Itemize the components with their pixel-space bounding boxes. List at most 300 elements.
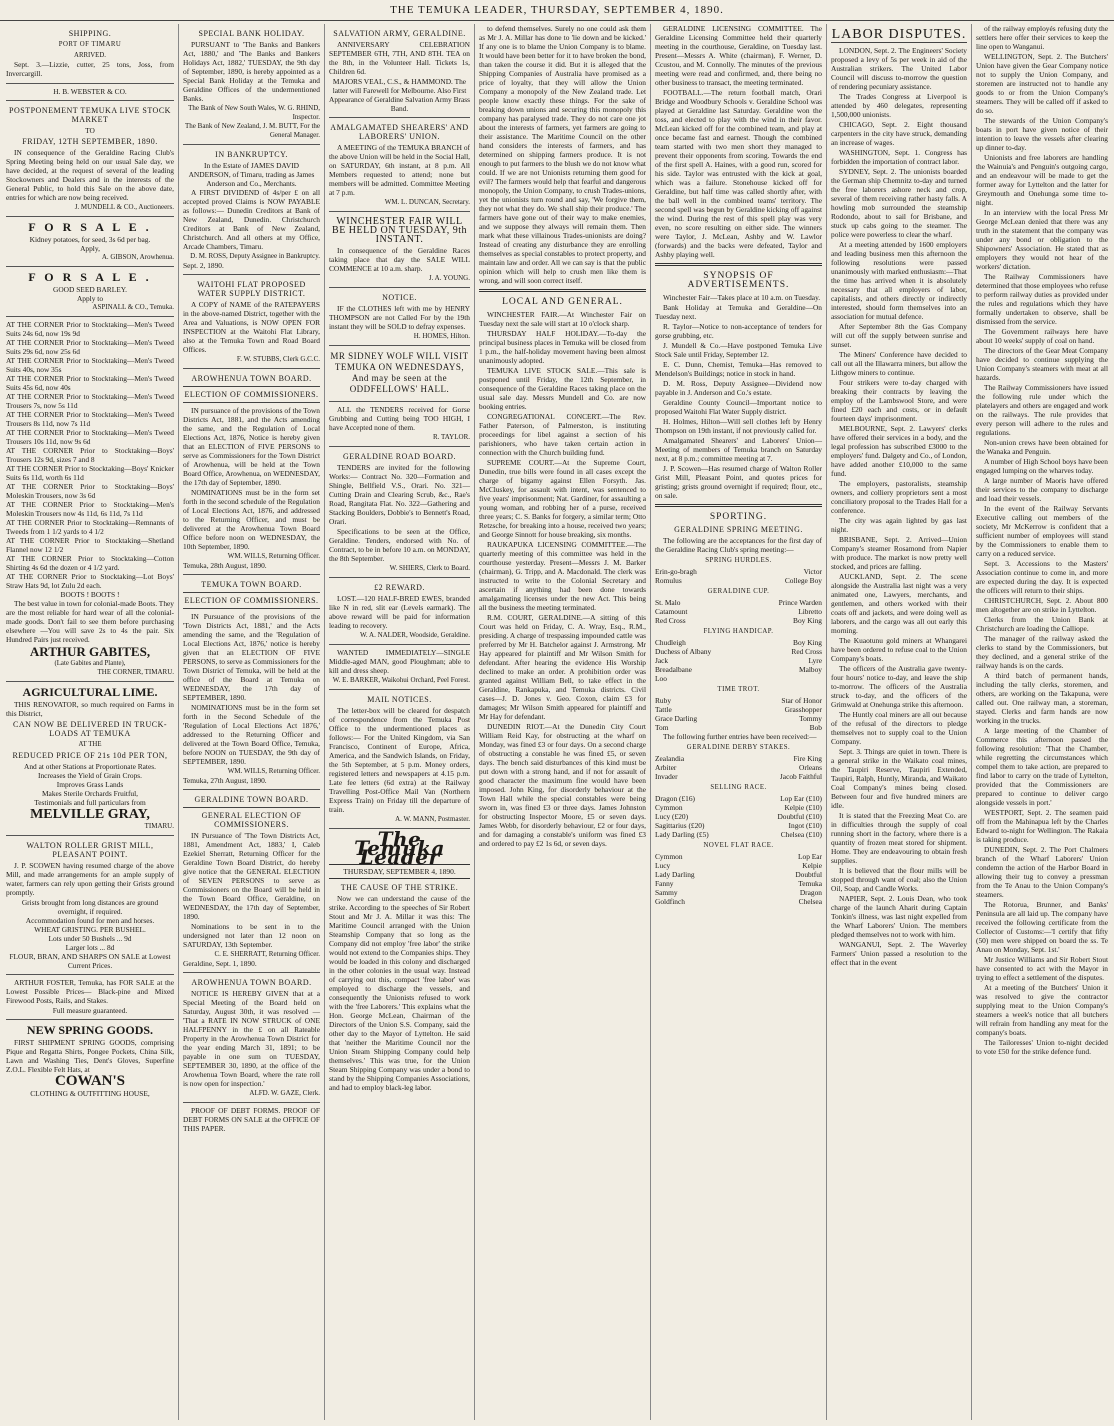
committee-title: GERALDINE LICENSING COMMITTEE. [663, 24, 804, 33]
synopsis-item: H. Holmes, Hilton—Will sell clothes left by Henry Thompson on 19th instant, if not previously called for. [655, 417, 822, 435]
race-entry: Jacob Faithful [779, 772, 822, 781]
webster-ad: H. B. WEBSTER & CO. [6, 84, 174, 101]
labor-item: CHRISTCHURCH, Sept. 2. About 800 men altogether are on strike in Lyttelton. [976, 596, 1108, 614]
labor-item: of the railway employés refusing duty the settlers here offer their services to keep the line open to Wanganui. [976, 24, 1108, 51]
geraldine-rb-title: GERALDINE ROAD BOARD. [343, 452, 456, 461]
race-entry: Tattle [655, 705, 672, 714]
race-title: SPRING HURDLES. [705, 557, 772, 564]
labor-item: A third batch of permanent hands, including the tally clerks, storemen, and others, are working on the Takapuna, were called out. One railway man, a storeman, stayed. Clerks and farm hands are now working in the trucks. [976, 671, 1108, 725]
synopsis-item: Amalgamated Shearers' and Laborers' Union—Meeting of members of Temuka branch on Saturday next, at 8 p.m.; committee meeting at 7. [655, 436, 822, 463]
shipping-port: PORT OF TIMARU [58, 41, 122, 48]
lime-benefit: Makes Sterile Orchards Fruitful, [41, 789, 139, 798]
column-7 [971, 24, 1112, 1420]
geraldine-rb-text: TENDERS are invited for the following Works:— Contract No. 320—Formation and Shingle, Bellfield V.S., Orari. No. 321—Cutting Drain and Clearing Scrub, &c., Rae's Road, Rangitata Flat. No. 322—Gathering and Stacking Boulders, Dobbie's to Bennett's Road, Orari. [329, 463, 470, 526]
winchester-fair-text: In consequence of the Geraldine Races taking place that day the SALE WILL COMMENCE at 10 a.m. sharp. [329, 246, 470, 273]
local-item: THURSDAY HALF HOLIDAY.—To-day the principal business places in Temuka will be closed from 1 p.m., the half-holiday movement having been almost unanimously adopted. [479, 329, 646, 365]
labor-item: In an interview with the local Press Mr George McLean denied that there was any truth in the statement that the company was under any bond or obligation to the Shipowners' Association. He stated that as employers they would not hear of the workers' dictation. [976, 208, 1108, 271]
arowhenua-election-ad [183, 369, 320, 575]
labor-item: Four strikers were to-day charged with breaking their contracts by leaving the employ of the Lambswool Store, and were fined £20 each and costs, or in default fourteen days' imprisonment. [831, 378, 967, 423]
temuka-tb-title: TEMUKA TOWN BOARD. [201, 580, 302, 589]
winchester-fair-sig: J. A. YOUNG. [428, 274, 470, 282]
postponement-text: IN consequence of the Geraldine Racing Club's Spring Meeting being held on our usual Sale day, we have decided, at the request of several of the leading Stockowners and Dealers and in the interests of the General Public, to hold this Sale on the above date, entries for which are now being received. [6, 148, 174, 202]
labor-item: The Miners' Conference have decided to call out all the Illawarra miners, but allow the Lithgow miners to continue. [831, 350, 967, 377]
race-entry: Cymmon [655, 852, 683, 861]
clothes-notice-title: NOTICE. [382, 293, 417, 302]
race-entry: Arbiter [655, 763, 677, 772]
spring-goods-ad [6, 1020, 174, 1102]
column-4 [474, 24, 650, 1420]
masthead: THE TEMUKA LEADER, THURSDAY, SEPTEMBER 4, 1890. [0, 0, 1114, 21]
labor-item: A large meeting of the Chamber of Commerce this afternoon passed the following resolution: 'That the Chamber, while regretting the circumstances which compel them to take action, are prepared to find labor to carry on the trade of Lyttelton, provided that the Commissioners are prepared to continue to deliver cargo alongside vessels in port.' [976, 726, 1108, 807]
race-entry: St. Malo [655, 598, 681, 607]
wolf-text: MR SIDNEY WOLF WILL VISIT TEMUKA ON WEDNESDAYS, And may be seen at the ODDFELLOWS' HALL. [330, 351, 469, 394]
mail-notices-text: The letter-box will be cleared for despatch of correspondence from the Temuka Post Office to the undermentioned places as follows:— For the United Kingdom, via San Francisco, Continent of Europe, Africa, America, and the Sandwich Islands, on Friday, the 5th September, at 5 p.m. Money orders, registered letters and newspapers at 4.15 p.m. Late fee letters (6d extra) at the Railway Travelling Post-Office Mail Van (Northern Express Train) on Friday till the departure of train. [329, 706, 470, 814]
shipping-text: Sept. 3.—Lizzie, cutter, 25 tons, Joss, from Invercargill. [6, 60, 174, 78]
bankruptcy-title: IN BANKRUPTCY. [215, 150, 288, 159]
column-1 [2, 24, 178, 1420]
labor-item: The Kuaotunu gold miners at Whangarei have been ordered to refuse coal to the Union Company's boats. [831, 636, 967, 663]
labor-item: It is believed that the flour mills will be stopped through want of coal; also the Union Oil, Soap, and Candle Works. [831, 866, 967, 893]
shipping-ad [6, 24, 174, 84]
race-entry: Chudleigh [655, 638, 686, 647]
bank-holiday-ad [183, 24, 320, 145]
corner-item: AT THE CORNER Prior to Stocktaking—Men's Tweed Suits 45s 6d, now 40s [6, 374, 174, 392]
labor-item: At a meeting attended by 1600 employers and leading business men this afternoon the following resolutions were passed unanimously with marked enthusiasm:—That the time has arrived when it is absolutely necessary that all employers of labor, capitalists, and others directly or indirectly interested, should form themselves into an association for mutual defence. [831, 240, 967, 321]
amalgamated-sig: WM. L. DUNCAN, Secretary. [384, 198, 470, 206]
forsale-apply: Apply to [76, 294, 104, 303]
labor-item: The manager of the railway asked the clerks to stand by the Commissioners, but they declined, and a general strike of the railway hands is on the cards. [976, 634, 1108, 670]
race-entry: Cymmon [655, 803, 683, 812]
arowhenua-text2: NOMINATIONS must be in the form set forth in the second schedule of the Regulation of Local Elections Act, 1876, and addressed to the Returning Officer, and must be delivered at the Arowhenua Town Board Office before noon on WEDNESDAY, the 10th September, 1890. [183, 488, 320, 551]
corner-item: AT THE CORNER Prior to Stocktaking—Boys' Moleskin Trousers, now 3s 6d [6, 482, 174, 500]
labor-item: The Rotorua, Brunner, and Banks' Peninsula are all laid up. The company have received the following certificate from the Collector of Customs:—'I certify that fifty (50) men were shipped on board the ss. Te Anau on Monday, Sept. 1st.' [976, 900, 1108, 954]
race-entry: Red Cross [655, 616, 686, 625]
race-entry: Kelpie (£10) [784, 803, 822, 812]
race-entry: Fanny [655, 879, 674, 888]
race-entry: Grasshopper [784, 705, 822, 714]
labor-item: Mr Justice Williams and Sir Robert Stout have consented to act with the Mayor in trying to effect a settlement of the disputes. [976, 955, 1108, 982]
corner-item: AT THE CORNER Prior to Stocktaking—Boys' Knicker Suits 6s 11d, worth 6s 11d [6, 464, 174, 482]
temuka-tb-sig: WM. WILLS, Returning Officer. [227, 767, 320, 775]
race-entry: Romulus [655, 576, 682, 585]
gabites-sub: (Late Gabites and Plante), [54, 660, 126, 667]
waitohi-text: A COPY of NAME of the RATEPAYERS in the above-named District, together with the Area and Valuations, is NOW OPEN FOR INSPECTION at the Waitohi Flat Library, also at the Temuka Town and Road Board Offices. [183, 300, 320, 354]
labor-item: WELLINGTON, Sept. 2. The Butchers' Union have given the Gear Company notice not to supply the Union Company, and storemen are instructed not to handle any goods to or from the Union Company's steamers. They will be called off if asked to do so. [976, 52, 1108, 115]
wanted-text: WANTED IMMEDIATELY—SINGLE Middle-aged MAN, good Ploughman; able to kill and dress sheep. [329, 648, 470, 675]
labor-item: NAPIER, Sept. 2. Louis Dean, who took charge of the launch Aharit during Captain Tonkin's illness, was last night expelled from the Wharf Laborers' Union. The members pledged themselves not to work with him. [831, 894, 967, 939]
winchester-fair-title: WINCHESTER FAIR WILL BE HELD ON TUESDAY, 9th INSTANT. [332, 216, 467, 245]
race-entry: Duchess of Albany [655, 647, 712, 656]
bank-holiday-bank: The Bank of New Zealand, J. M. BUTT, For the General Manager. [185, 122, 320, 139]
race-title: GERALDINE DERBY STAKES. [686, 744, 791, 751]
race-entry: Breadalbane [655, 665, 692, 674]
meeting-title: GERALDINE SPRING MEETING. [674, 525, 803, 534]
synopsis-title: SYNOPSIS OF ADVERTISEMENTS. [687, 271, 790, 290]
forsale-title: F O R S A L E . [28, 220, 152, 234]
issue-dateline: THURSDAY, SEPTEMBER 4, 1890. [329, 864, 470, 879]
corner-item: AT THE CORNER Prior to Stocktaking—Remnants of Tweeds from 1 1/2 yards to 4 1/2 [6, 518, 174, 536]
synopsis-item: Geraldine County Council—Important notice to proposed Waitohi Flat Water Supply district. [655, 398, 822, 416]
lime-stations: And at other Stations at Proportionate Rates. [24, 762, 156, 771]
race-title: TIME TROT. [717, 686, 760, 693]
forsale-barley-ad [6, 267, 174, 317]
winchester-fair-ad [329, 212, 470, 288]
wanted-sig: W. E. BARKER, Waikohui Orchard, Peel Forest. [332, 676, 470, 684]
postponement-title: POSTPONEMENT TEMUKA LIVE STOCK MARKET [9, 106, 171, 124]
wanted-ad [329, 645, 470, 690]
temuka-tb-date: Temuka, 27th August, 1890. [183, 776, 267, 785]
walton-price: Larger lots ... 8d [65, 943, 115, 952]
tenders-notice-text: ALL the TENDERS received for Gorse Grubbing and Cutting being TOO HIGH, I have Accepted none of them. [329, 405, 470, 432]
local-item: WINCHESTER FAIR.—At Winchester Fair on Tuesday next the sale will start at 10 o'clock sharp. [479, 310, 646, 328]
labor-item: SYDNEY, Sept. 2. The unionists boarded the German ship Chemnitz to-day and turned the free laborers ashore neck and crop, several of them receiving rather hasty falls. A howling mob surrounded the steamship Rodondo, about to sail for Brisbane, and stuck up cabs going to the steamer. The police were powerless to clear the wharf. [831, 167, 967, 239]
committee-body: The Geraldine Licensing Committee held their quarterly meeting in the courthouse, Geraldine, on Tuesday last. Present—Messrs A. White (chairman), F. Werner, D. Ccustou, and M. Connolly. The minutes of the previous meeting were read and confirmed, and, there being no other business to transact, the meeting terminated. [655, 24, 823, 87]
foster-ad [6, 975, 174, 1020]
synopsis-item: J. Mundell & Co.—Have postponed Temuka Live Stock Sale until Friday, September 12. [655, 341, 822, 359]
race-entry: Boy King [793, 616, 822, 625]
labor-item: Clerks from the Union Bank at Christchurch are loading the Calliope. [976, 615, 1108, 633]
salvation-title: SALVATION ARMY, GERALDINE. [333, 29, 466, 38]
column-2 [178, 24, 324, 1420]
melville-addr: TIMARU. [144, 822, 174, 830]
mail-notices-sig: A. W. MANN, Postmaster. [395, 815, 470, 823]
temuka-tb-sub: ELECTION OF COMMISSIONERS. [184, 596, 319, 605]
leader-title: THE CAUSE OF THE STRIKE. [340, 883, 459, 892]
race-entry: Dragon (£16) [655, 794, 696, 803]
mail-notices-title: MAIL NOTICES. [367, 695, 432, 704]
tenders-notice-sig: R. TAYLOR. [433, 433, 470, 441]
corner-item: AT THE CORNER Prior to Stocktaking—Men's Tweed Suits 40s, now 35s [6, 356, 174, 374]
race-entry: Lyre [808, 656, 822, 665]
football-text: FOOTBALL.—The return football match, Orari Bridge and Woodbury Schools v. Geraldine School was played at Geraldine last Saturday. Geraldine won the toss, and elected to play with the wind in their favor. McLean kicked off for the combined team, and play at once became fast and earnest. Though the combined team started with two men short they managed to prevent their opponents from scoring. Towards the end of the first spell A. Haines, with a good run, scored for his side. Taylor was entrusted with the kick at goal, which was a failure. Stonehouse kicked off for Geraldine, but half time was called shortly after, with the ball well in the combined teams' territory. The second spell was begun by Geraldine kicking off against the wind. During the rest of this spell play was very even, no score resulting on either side. The winners were Taylor, J. McLean, Ashby and W. Lawlor (forwards) and the backs were defeated, Taylor and Ashby playing well. [655, 88, 822, 259]
race-entry: Lucy [655, 861, 671, 870]
column-3 [324, 24, 474, 1420]
race-entry: Bob [809, 723, 822, 732]
salvation-text: ANNIVERSARY CELEBRATION SEPTEMBER 6TH, 7TH, AND 8TH. TEA on the 8th, in the Volunteer Hall. Tickets 1s, Children 6d. [329, 40, 470, 76]
walton-grists: Grists brought from long distances are ground overnight, if required. [21, 898, 159, 916]
race-entry: Catamount [655, 607, 688, 616]
gabites-name: ARTHUR GABITES, [29, 644, 151, 659]
waitohi-ad [183, 275, 320, 369]
race-entry: Lop Ear [797, 852, 822, 861]
geraldine-tb-title: GERALDINE TOWN BOARD. [194, 795, 309, 804]
labor-disputes-title: LABOR DISPUTES. [831, 27, 967, 42]
race-entry: Lady Darling (£5) [655, 830, 709, 839]
race-entry: Loo [655, 674, 667, 683]
geraldine-tb-sig: C. E. SHERRATT, Returning Officer. [214, 950, 320, 958]
postponement-ad [6, 101, 174, 217]
labor-item: In the event of the Railway Servants Executive calling out members of the society, Mr McKerrow is confident that a sufficient number of employees will stand by the Commissioners to enable them to carry on a reduced service. [976, 504, 1108, 558]
waitohi-title: WAITOHI FLAT PROPOSED WATER SUPPLY DISTRICT. [197, 280, 306, 298]
clothes-notice-sig: H. HOMES, Hilton. [413, 332, 470, 340]
reward-sig: W. A. NALDER, Woodside, Geraldine. [359, 631, 470, 639]
labor-item: WESTPORT, Sept. 2. The seamen paid off from the Mahinapua left by the Charles Edward to-night for Wellington. The Rakaia is taking produce. [976, 808, 1108, 844]
race-entry: Kelpie [802, 861, 822, 870]
boots-text: The best value in town for colonial-made Boots. They are the most reliable for hard wear of all the colonial-made goods. Don't fail to see them before purchasing elsewhere —You will save 2s to 4s the pair. Six Hundred Pairs just received. [6, 599, 174, 644]
labor-item: It is stated that the Freezing Meat Co. are in difficulties through the supply of coal running short in the factory, where there is a quantity of frozen meat stored for shipment. Home. They are endeavouring to obtain fresh supplies. [831, 811, 967, 865]
local-item: SUPREME COURT.—At the Supreme Court, Dunedin, true bills were found in all cases except the charge of bigamy against Ellen Forsyth. Jas. McCluskey, for assault with intent, was sentenced to five years' imprisonment; Nat. Gardiner, for assaulting a young woman, and robbing her of a purse, received three years; C. S. Banks for forgery, a similar term; Otto Retzsche, for breaking into a house, received two years; and George Sinnott for house breaking, six months. [479, 458, 646, 539]
mail-notices-ad [329, 690, 470, 829]
labor-item: The Government railways here have about 10 weeks' supply of coal on hand. [976, 327, 1108, 345]
race-entry: Malboy [799, 665, 822, 674]
race-entry: College Boy [784, 576, 822, 585]
race-entry: Star of Honor [781, 696, 822, 705]
race-title: NOVEL FLAT RACE. [703, 842, 774, 849]
temuka-tb-text: IN Pursuance of the provisions of the 'Town Districts Act, 1881,' and the Acts amending the same, and the 'Regulation of Local Elections Act, 1876,' notice is hereby given that an ELECTION OF FIVE PERSONS, to serve as Commissioners for the Town District of Temuka, will be held at the office of the Board at Temuka on WEDNESDAY, the 17th day of SEPTEMBER, 1890. [183, 612, 320, 702]
labor-item: Sept. 3. Accessions to the Masters' Association continue to come in, and more are expected during the day. It is expected the officers will return to their ships. [976, 559, 1108, 595]
race-entry: Sagittarius (£20) [655, 821, 705, 830]
race-entry: Orleans [799, 763, 822, 772]
corner-item: AT THE CORNER Prior to Stocktaking—Men's Tweed Suits 29s 6d, now 25s 6d [6, 338, 174, 356]
synopsis-item: R. Taylor—Notice to non-acceptance of tenders for gorse grubbing, etc. [655, 322, 822, 340]
cowans-sub: CLOTHING & OUTFITTING HOUSE, [30, 1089, 150, 1098]
foster-text: ARTHUR FOSTER, Temuka, has FOR SALE at the Lowest Possible Prices— Black-pine and Mixed Firewood Posts, Rails, and Stakes. [6, 978, 174, 1005]
synopsis-item: D. M. Ross, Deputy Assignee—Dividend now payable in J. Anderson and Co.'s estate. [655, 379, 822, 397]
labor-item: The directors of the Gear Meat Company have decided to continue supplying the Union Company's steamers with meat at all hazards. [976, 346, 1108, 382]
bank-holiday-text: PURSUANT to 'The Banks and Bankers Act, 1880,' and 'The Banks and Bankers Holidays Act, 1882,' TUESDAY, the 9th day of September, 1890, is hereby appointed as a Special Bank Holiday at the Temuka and Geraldine Offices of the undermentioned Banks. [183, 40, 320, 103]
bankruptcy-text: A FIRST DIVIDEND of 4s/per £ on all accepted proved Claims is NOW PAYABLE as follows:— Dunedin Creditors at Bank of New Zealand, Dunedin. Christchurch Creditors at Bank of New Zealand, Christchurch. And all others at my Office, Arcade Chambers, Timaru. [183, 188, 320, 251]
forsale-potatoes-ad [6, 217, 174, 267]
labor-item: AUCKLAND, Sept. 2. The scene alongside the Australia last night was a very animated one, Lawyers, merchants, and gentlemen, and others worked with their coats off and jackets, and were doing well as laborers, and the cargo was all out early this morning. [831, 572, 967, 635]
labor-item: WASHINGTON, Sept. 1. Congress has forbidden the importation of contract labor. [831, 148, 967, 166]
arowhenua-date: Temuka, 28th August, 1890. [183, 561, 267, 570]
race-entry: Goldfinch [655, 897, 685, 906]
geraldine-tb-sub: GENERAL ELECTION OF COMMISSIONERS. [201, 811, 302, 829]
corner-item: AT THE CORNER Prior to Stocktaking—Cotton Shirting 4s 6d the dozen or 4 1/2 yard. [6, 554, 174, 572]
corner-item: AT THE CORNER Prior to Stocktaking—Men's Tweed Suits 24s 6d, now 19s 9d [6, 320, 174, 338]
arowhenua-sig: WM. WILLS, Returning Officer. [227, 552, 320, 560]
labor-item: MELBOURNE, Sept. 2. Lawyers' clerks have offered their services in a body, and the legal profession has subscribed £3000 to the employers' fund. Dalgety and Co., of London, have added another £10,000 to the same fund. [831, 424, 967, 478]
walton-accom: Accommodation found for men and horses. [25, 916, 155, 925]
race-entry: Ruby [655, 696, 672, 705]
sporting-title: SPORTING. [709, 512, 768, 522]
race-entry: Zealandia [655, 754, 685, 763]
wolf-ad [329, 346, 470, 402]
labor-item: The stewards of the Union Company's boats in port have given notice of their intention to leave the vessels after clearing up dinner to-day. [976, 116, 1108, 152]
race-entry: Doubtful [795, 870, 822, 879]
race-entry: Chelsea (£10) [780, 830, 822, 839]
lime-benefit: Improves Grass Lands [56, 780, 124, 789]
bankruptcy-sig: D. M. ROSS, Deputy Assignee in Bankruptcy. [190, 252, 320, 260]
lime-price: REDUCED PRICE OF 21s 10d PER TON, [12, 751, 168, 760]
walton-prices-head: WHEAT GRISTING. PER BUSHEL. [34, 925, 146, 934]
forsale-sig: A. GIBSON, Arowhenua. [101, 253, 174, 261]
forsale-text: Kidney potatoes, for seed, 3s 6d per bag. [29, 235, 151, 244]
arowhenua-rate-sig: ALFD. W. GAZE, Clerk. [249, 1089, 320, 1097]
forsale-sig: ASPINALL & CO., Temuka. [92, 303, 174, 311]
race-title: FLYING HANDICAP. [703, 628, 774, 635]
walton-flour: FLOUR, BRAN, AND SHARPS ON SALE at Lowest Current Prices. [9, 952, 171, 970]
labor-item: The employers, pastoralists, steamship owners, and colliery proprietors sent a most conciliatory proposal to the Trades Hall for a conference. [831, 479, 967, 515]
bank-holiday-bank: The Bank of New South Wales, W. G. RHIND, Inspector. [188, 104, 320, 121]
boots-heading: BOOTS ! BOOTS ! [60, 590, 120, 599]
lime-testimonials: Testimonials and full particulars from [34, 798, 146, 807]
lime-text: THIS RENOVATOR, so much required on Farms in this District, [6, 700, 174, 718]
walton-text: J. P. SCOWEN having resumed charge of the above Mill, and made arrangements for an ample supply of water, farmers can rely upon getting their Grists ground promptly. [6, 861, 174, 897]
forsale-text: GOOD SEED BARLEY. [53, 285, 127, 294]
bankruptcy-ad [183, 145, 320, 275]
tenders-notice-ad [329, 402, 470, 447]
local-item: R.M. COURT, GERALDINE.—A sitting of this Court was held on Friday, C. A. Wray, Esq., R.M., presiding. A charge of trespassing impounded cattle was preferred by Mr H. Batchelor against J. Armstrong. Mr Hay appeared for plaintiff and Mr Wilson Smith for defendant. After hearing the evidence His Worship declined to make an order. A prohibition order was granted against William Bell, to take effect in the Geraldine, Rankapuka, and Temuka districts. Civil cases—J. D. Jones v. Geo. Coxon, claim £3 for damages; Mr Wilson Smith appeared for plaintiff and Mr Hay for defendant. [479, 613, 646, 721]
race-entry: Sammy [655, 888, 678, 897]
waitohi-sig: F. W. STUBBS, Clerk G.C.C. [236, 355, 320, 363]
labor-item: BRISBANE, Sept. 2. Arrived—Union Company's steamer Rosamond from Napier with produce. The market is now pretty well stocked, and prices are falling. [831, 535, 967, 571]
nominations-text: The following further entries have been received:— [663, 732, 817, 741]
geraldine-tb-ad [183, 790, 320, 973]
clothes-notice-ad [329, 288, 470, 346]
race-entry: Temuka [798, 879, 822, 888]
labor-item: The Trades Congress at Liverpool is attended by 460 delegates, representing 1,500,000 unionists. [831, 92, 967, 119]
local-item: CONGREGATIONAL CONCERT.—The Rev. Father Paterson, of Palmerston, is instituting proceedings for libel against a section of his parishioners, who have taken certain action in connection with the Church building fund. [479, 412, 646, 457]
synopsis-item: E. C. Dunn, Chemist, Temuka—Has removed to Mendelson's Buildings; notice in stock in hand. [655, 360, 822, 378]
labor-item: The officers of the Australia gave twenty-four hours' notice to-day, and leave the ship to-morrow. The officers of the Australia struck to-day, and the officers of the Grimwald at Onehunga strike this afternoon. [831, 664, 967, 709]
committee-text [655, 24, 822, 87]
race-entry: Tom [655, 723, 669, 732]
race-entry: Ingot (£10) [788, 821, 822, 830]
geraldine-tb-text: IN Pursuance of 'The Town Districts Act, 1881, Amendment Act, 1883,' I, Caleb Ezekiel Sherratt, Returning Officer for the Geraldine Town Board District, do hereby give notice that the GENERAL ELECTION of SEVEN PERSONS to serve as Commissioners on the Board will be held in the Town Board Office, Geraldine, on WEDNESDAY, the 17th day of September, 1890. [183, 831, 320, 921]
spring-goods-title: NEW SPRING GOODS. [26, 1023, 154, 1037]
labor-item: At a meeting of the Butchers' Union it was resolved to give the contractor supplying meat to the Union Company's steamers a week's notice that all butchers will refrain from handling any meat for the company's boats. [976, 983, 1108, 1037]
race-entry: Chelsea [798, 897, 822, 906]
geraldine-rb-ad [329, 447, 470, 578]
spring-goods-text: FIRST SHIPMENT SPRING GOODS, comprising Pique and Regatta Shirts, Pongee Pockets, China Silk, Lawn and Washing Ties, Dent's Gloves, Superfine Z.O.L. Flexible Felt Hats, at [6, 1038, 174, 1074]
race-entry: Libretto [798, 607, 822, 616]
race-entry: Grace Darling [655, 714, 698, 723]
arowhenua-rate-title: AROWHENUA TOWN BOARD. [191, 978, 312, 987]
labor-item: Unionists and free laborers are handling the Wainuia's and Penguin's outgoing cargo, and an endeavour will be made to get the former away for Lyttelton and the latter for Greymouth and Onehunga some time to-night. [976, 153, 1108, 207]
lime-at: AT THE [78, 741, 102, 748]
race-entry: Erin-go-bragh [655, 567, 697, 576]
temuka-tb-ad [183, 575, 320, 790]
geraldine-rb-text2: Specifications to be seen at the Office, Geraldine. Tenders, endorsed with No. of Contract, to be in before 10 a.m. on MONDAY, the 8th September. [329, 527, 470, 563]
race-entry: Invader [655, 772, 678, 781]
bankruptcy-date: Sept. 2, 1890. [183, 261, 224, 270]
corner-item: AT THE CORNER Prior to Stocktaking—Shetland Flannel now 12 1/2 [6, 536, 174, 554]
newspaper-logo: The Temuka Leader [354, 827, 445, 869]
shipping-title: SHIPPING. [68, 29, 112, 38]
corner-item: AT THE CORNER Prior to Stocktaking—Lot Boys' Straw Hats 9d, lot Zulu 2d each. [6, 572, 174, 590]
arowhenua-text: IN pursuance of the provisions of the Town Districts Act, 1881, and the Acts amending the same, and the Regulation of Local Elections Act, 1876, Notice is hereby given that an ELECTION of FIVE PERSONS to serve as Commissioners for the Town District of Arowhenua, will be held at the Town Board Office, Arowhenua, on WEDNESDAY, the 17th day of September, 1890. [183, 406, 320, 487]
labor-item: WANGANUI, Sept. 2. The Waverley Farmers' Union passed a resolution to the effect that in the event [831, 940, 967, 967]
postponement-to: TO [85, 126, 95, 135]
labor-item: The Railway Commissioners have issued the following rule under which the platelayers and others are engaged and work on the railways. The rule provides that every person will adhere to the rules and regulations. [976, 383, 1108, 437]
salvation-ad [329, 24, 470, 118]
race-entry: Red Cross [791, 647, 822, 656]
local-general-title: LOCAL AND GENERAL. [502, 297, 623, 307]
labor-item: The Railway Commissioners have determined that those employees who refuse to perform railway duties as provided under the rules and regulations which they have formally undertaken to observe, shall be dismissed from the service. [976, 272, 1108, 326]
temuka-tb-text2: NOMINATIONS must be in the form set forth in the Second Schedule of the 'Regulation of Local Elections Act 1876,' addressed to the Returning Officer and delivered at the Town Board Office, Temuka, before NOON on TUESDAY, the 9th day of SEPTEMBER, 1890. [183, 703, 320, 766]
gabites-addr: THE CORNER, TIMARU. [97, 668, 174, 676]
race-entry: Victor [803, 567, 822, 576]
labor-item: DUNEDIN, Sept. 2. The Port Chalmers branch of the Wharf Laborers' Union condemn the action of the Harbor Board in allowing their tug to convey a pressman from the Te Anau to the Union Company's steamers. [976, 845, 1108, 899]
arowhenua-sub: ELECTION OF COMMISSIONERS. [184, 390, 319, 399]
geraldine-tb-text2: Nominations to be sent in to the undersigned not later than 12 noon on SATURDAY, 13th September. [183, 922, 320, 949]
corner-ad [6, 317, 174, 682]
amalgamated-title: AMALGAMATED SHEARERS' AND LABORERS' UNION. [330, 123, 469, 141]
foster-note: Full measure guaranteed. [52, 1006, 128, 1015]
arowhenua-rate-ad [183, 973, 320, 1103]
local-item: TEMUKA LIVE STOCK SALE.—This sale is postponed until Friday, the 12th September, in consequence of the Geraldine Races taking place on the usual sale day. Messrs Mundell and Co. are now booking entries. [479, 366, 646, 411]
race-entry: Jack [655, 656, 669, 665]
cowans-name: COWAN'S [54, 1073, 125, 1089]
amalgamated-text: A MEETING of the TEMUKA BRANCH of the above Union will be held in the Social Hall, on SATURDAY, 6th instant, at 8 p.m. All Members requested to attend; none but members will be admitted. Committee Meeting at 7 p.m. [329, 143, 470, 197]
column-5 [650, 24, 826, 1420]
race-entry: Lucy (£20) [655, 812, 689, 821]
local-item: DUNEDIN RIOT.—At the Dunedin City Court William Reid Kay, for obstructing at the wharf on Monday, was fined £3 or four days. On a second charge of obstructing a constable he was fined £5, or seven days. The bench said disturbances of this kind must be put down with a strong hand, and if not for assault of good character the maximum fine would have been imposed. John King, for disorderly behaviour at the Town Hall while the special constables were being sworn in, was fined £3 or three days. James Johnston for obstructing Inspector Moore, £5 or seven days. James Webb, for disorderly behaviour, £2 or four days, and for damaging a constable's uniform was fined £3 and ordered to pay £2 1s 6d, or seven days. [479, 722, 646, 848]
proof-forms-ad [183, 1103, 320, 1138]
salvation-sig: MAJORS VEAL, C.S., & HAMMOND. The latter will Farewell for Melbourne. Also First Appearance of Geraldine Salvation Army Brass Band. [329, 77, 470, 113]
corner-item: AT THE CORNER Prior to Stocktaking—Boys' Trousers 12s 9d, sizes 7 and 8 [6, 446, 174, 464]
labor-item: A large number of Maoris have offered their services to the company to discharge and load their vessels. [976, 476, 1108, 503]
walton-title: WALTON ROLLER GRIST MILL, PLEASANT POINT. [26, 841, 154, 859]
race-entry: Prince Warden [778, 598, 822, 607]
bank-holiday-title: SPECIAL BANK HOLIDAY. [198, 29, 305, 38]
labor-item: Sept. 3. Things are quiet in town. There is a general strike in the Waikato coal mines, the Taupiri Reserve, Taupiri Extended, Taupiri, Ralph, Huntly, Miranda, and Waikato Coal Company's mines being closed. Between four and five hundred miners are idle. [831, 747, 967, 810]
column-6 [826, 24, 971, 1420]
arowhenua-title: AROWHENUA TOWN BOARD. [191, 374, 312, 383]
race-entry: Doubtful (£10) [777, 812, 822, 821]
melville-name: MELVILLE GRAY, [30, 807, 150, 822]
geraldine-rb-sig: W. SHIERS, Clerk to Board. [389, 564, 470, 572]
race-entry: Dragon [799, 888, 822, 897]
race-entry: Lop Ear (£10) [780, 794, 822, 803]
labor-item: After September 8th the Gas Company will cut off the supply between sunrise and sunset. [831, 322, 967, 349]
synopsis-item: Bank Holiday at Temuka and Geraldine—On Tuesday next. [655, 303, 822, 321]
walton-ad [6, 836, 174, 975]
lime-title: AGRICULTURAL LIME. [22, 685, 158, 699]
race-title: SELLING RACE. [710, 784, 767, 791]
corner-item: AT THE CORNER Prior to Stocktaking—Men's Moleskin Trousers now 4s 11d, 6s 11d, 7s 11d [6, 500, 174, 518]
proof-forms-text: PROOF OF DEBT FORMS. PROOF OF DEBT FORMS ON SALE at the OFFICE OF THIS PAPER. [183, 1106, 320, 1133]
corner-item: AT THE CORNER Prior to Stocktaking—Men's Tweed Trousers 8s 11d, now 7s 11d [6, 410, 174, 428]
labor-item: The city was again lighted by gas last night. [831, 516, 967, 534]
labor-item: The Tailoresses' Union to-night decided to vote £50 for the strike defence fund. [976, 1038, 1108, 1056]
postponement-sig: J. MUNDELL & CO., Auctioneers. [74, 203, 174, 211]
race-entry: Boy King [793, 638, 822, 647]
leader-text: Now we can understand the cause of the strike. According to the speeches of Sir Robert Stout and Mr J. A. Millar it was this: The Maritime Council arranged with the Union Steamship Company that so long as the Company did not employ 'free labor' the strike would not extend to the Companies ships. They would be loaded in this colony and discharged in the other colonies in the usual way. Instead of carrying out this, compact 'free labor' was employed to discharge the vessels, and consequently the Unionists refused to work with the 'free Laborers.' This explains what the Hon. George McLean, Chairman of the Directors of the Union S.S. Company, said the other day to the Mayor of Lyttelton. He said that 'neither the Maritime Council nor the Union Steam Shipping Company could help themselves.' This was true, for the Union Steam Shipping Company was under a bond to stand by the Shipping Companies Associations, and had to employ black-leg labor. [329, 894, 470, 1092]
reward-ad [329, 578, 470, 645]
labor-item: A number of High School boys have been engaged lumping on the wharves today. [976, 457, 1108, 475]
walton-price: Lots under 50 Bushels ... 9d [48, 934, 132, 943]
forsale-apply: Apply, [80, 244, 100, 253]
corner-item: AT THE CORNER Prior to Stocktaking—Men's Tweed Trousers 10s 11d, now 9s 6d [6, 428, 174, 446]
shipping-arrived: ARRIVED. [74, 52, 106, 59]
lime-ad [6, 682, 174, 836]
race-entry: Lady Darling [655, 870, 695, 879]
reward-text: LOST.—120 HALF-BRED EWES, branded like N in red, slit ear (Levels earmark). The above reward will be paid for information leading to recovery. [329, 594, 470, 630]
postponement-date: FRIDAY, 12TH SEPTEMBER, 1890. [22, 137, 158, 146]
forsale-title: F O R S A L E . [28, 270, 152, 284]
race-entry: Fire King [793, 754, 822, 763]
labor-item: Non-union crews have been obtained for the Wanaka and Penguin. [976, 438, 1108, 456]
corner-item: AT THE CORNER Prior to Stocktaking—Men's Tweed Trousers 7s, now 5s 11d [6, 392, 174, 410]
race-entry: Tommy [799, 714, 822, 723]
geraldine-tb-date: Geraldine, Sept. 1, 1890. [183, 959, 257, 968]
reward-title: £2 REWARD. [374, 583, 425, 592]
labor-item: LONDON, Sept. 2. The Engineers' Society proposed a levy of 5s per week in aid of the Australian strikers. The United Labor Council will discuss to-morrow the question of rendering pecuniary assistance. [831, 46, 967, 91]
bankruptcy-sub: In the Estate of JAMES DAVID ANDERSON, of Timaru, trading as James Anderson and Co., Merchants. [188, 161, 315, 188]
race-title: GERALDINE CUP. [707, 588, 770, 595]
synopsis-item: J. P. Scowen—Has resumed charge of Walton Roller Grist Mill, Pleasant Point, and quotes prices for gristing; grists ground overnight if required; flour, etc., on sale. [655, 464, 822, 500]
leader-text-continued: to defend themselves. Surely no one could ask them as Mr J. A. Millar has done to 'lie down and be kicked.' If any one is to blame the Union Company is to blame. It would have been better for it to have broken the bond, than taken the course it did. But it is alleged that the Shipping Companies of Australia have promised as a price of loyalty, that they will allow the Union Company a monopoly of the New Zealand trade. Let people know exactly these things. For the sake of breaking down unions and securing this monopoly this company has paralysed trade. They do not care one jot about the interests of farmers, yet farmers are going to their assistance. The Maritime Council on the other hand considers the interests of farmers, and has determined on shipping farmers produce. It is not enough to put farmers to the blush we do not know what could. If we are not Unionists returning them good for evil? The farmers would help that fearful and dangerous monopoly, the Union Company, to crush Trades-unions, yet the unionists turn round and say, 'We forgive them, they not what they do. We shall ship their produce.' The farmers have gone out of their way to make enemies, and we suppose they always will remain them. Then mark what these villainous Trades-unionists are doing? Instead of creating any disturbance they are enrolling themselves as special constables to protect property, and maintain law and order. All we can say is that the public opinion which will help to crush men like them is wrong, and will soon correct itself. [479, 24, 646, 285]
arowhenua-rate-text: NOTICE IS HEREBY GIVEN that at a Special Meeting of the Board held on Saturday, August 30th, it was resolved — 'That a RATE IN NOW STRUCK of ONE HALFPENNY in the £ on all Rateable Property in the Arowhenua Town District for the year ending March 31, 1891; to be payable in one sum on TUESDAY, SEPTEMBER 30, 1890, at the office of the Arowhenua Town Board, where the rate roll is now open for inspection.' [183, 989, 320, 1088]
labor-item: The Huntly coal miners are all out because of the refusal of the directors to pledge themselves not to supply coal to the Union Company. [831, 710, 967, 746]
lime-benefit: Increases the Yield of Grain Crops. [38, 771, 142, 780]
clothes-notice-text: IF the CLOTHES left with me by HENRY THOMPSON are not Called For by the 19th instant they will be SOLD to defray expenses. [329, 304, 470, 331]
synopsis-item: Winchester Fair—Takes place at 10 a.m. on Tuesday. [663, 293, 821, 302]
local-item: RAUKAPUKA LICENSING COMMITTEE.—The quarterly meeting of this committee was held in the courthouse yesterday. Present—Messrs J. M. Barker (chairman), G. Tripp, and A. Macdonald. The clerk was instructed to write to the Colonial Secretary and ascertain if anything had been done towards amalgamating licenses under the new Act. This being all the business the meeting terminated. [479, 540, 646, 612]
meeting-text: The following are the acceptances for the first day of the Geraldine Racing Club's spring meeting:— [655, 536, 822, 554]
